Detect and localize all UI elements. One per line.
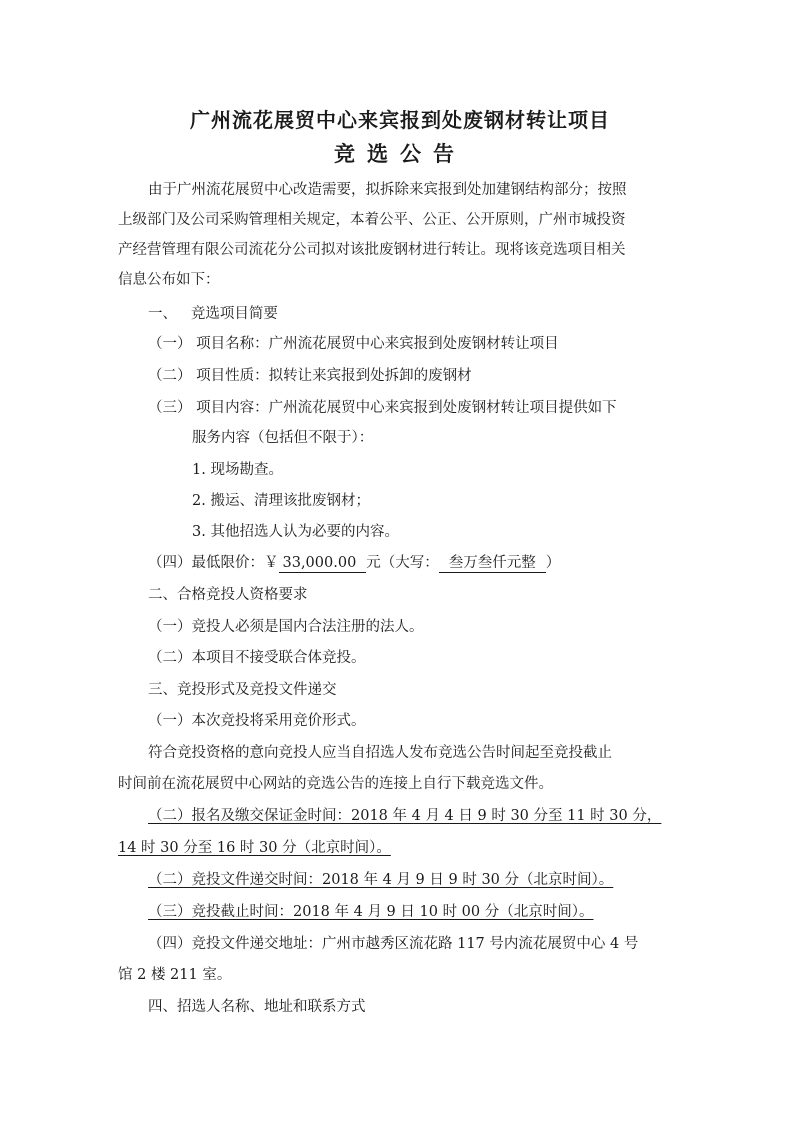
intro-line-1: 由于广州流花展贸中心改造需要，拟拆除来宾报到处加建钢结构部分；按照 <box>148 182 627 198</box>
section3-heading: 三、竞投形式及竞投文件递交 <box>148 682 337 698</box>
section2-item1: （一）竞投人必须是国内合法注册的法人。 <box>148 619 424 635</box>
intro-line-4: 信息公布如下： <box>118 272 220 288</box>
min-price-upper: 叁万叁仟元整 <box>439 554 546 573</box>
section1-item3-line1: （三） 项目内容：广州流花展贸中心来宾报到处废钢材转让项目提供如下 <box>148 400 617 416</box>
registration-time-line1: （二）报名及缴交保证金时间：2018 年 4 月 4 日 9 时 30 分至 11 时 30 分， <box>148 808 662 824</box>
section1-item4 <box>148 553 560 573</box>
submission-address-line1: （四）竞投文件递交地址：广州市越秀区流花路 117 号内流花展贸中心 4 号 <box>148 936 639 952</box>
intro-line-2: 上级部门及公司采购管理相关规定，本着公平、公正、公开原则，广州市城投资 <box>118 212 626 228</box>
intro-line-3: 产经营管理有限公司流花分公司拟对该批废钢材进行转让。现将该竞选项目相关 <box>118 242 626 258</box>
submission-time: （二）竞投文件递交时间：2018 年 4 月 9 日 9 时 30 分（北京时间）。 <box>148 872 614 888</box>
min-price-amount: 33,000.00 <box>279 554 367 573</box>
section1-sub3: 3. 其他招选人认为必要的内容。 <box>192 524 399 540</box>
section3-para-line2: 时间前在流花展贸中心网站的竞选公告的连接上自行下载竞选文件。 <box>118 776 553 792</box>
min-price-mid: 元（大写： <box>366 555 439 571</box>
document-subtitle: 竞选公告 <box>334 141 466 166</box>
registration-time-line2: 14 时 30 分至 16 时 30 分（北京时间）。 <box>118 840 391 856</box>
submission-address-line2: 馆 2 楼 211 室。 <box>118 967 232 983</box>
section1-item2: （二） 项目性质：拟转让来宾报到处拆卸的废钢材 <box>148 368 472 384</box>
min-price-label: （四）最低限价：￥ <box>148 555 279 571</box>
section2-item2: （二）本项目不接受联合体竞投。 <box>148 650 366 666</box>
section3-item1: （一）本次竞投将采用竞价形式。 <box>148 713 366 729</box>
section1-heading: 一、 竞选项目简要 <box>148 306 278 322</box>
section1-sub1: 1. 现场勘查。 <box>192 462 283 478</box>
section4-heading: 四、招选人名称、地址和联系方式 <box>148 999 366 1015</box>
min-price-suffix: ） <box>545 555 561 571</box>
deadline-time: （三）竞投截止时间：2018 年 4 月 9 日 10 时 00 分（北京时间）。 <box>148 904 594 920</box>
section2-heading: 二、合格竞投人资格要求 <box>148 587 308 603</box>
section1-sub2: 2. 搬运、清理该批废钢材； <box>192 493 370 509</box>
document-title: 广州流花展贸中心来宾报到处废钢材转让项目 <box>190 108 610 132</box>
section1-item1: （一） 项目名称：广州流花展贸中心来宾报到处废钢材转让项目 <box>148 336 559 352</box>
section3-para-line1: 符合竞投资格的意向竞投人应当自招选人发布竞选公告时间起至竞投截止 <box>148 745 612 761</box>
section1-item3-line2: 服务内容（包括但不限于）： <box>192 430 374 446</box>
